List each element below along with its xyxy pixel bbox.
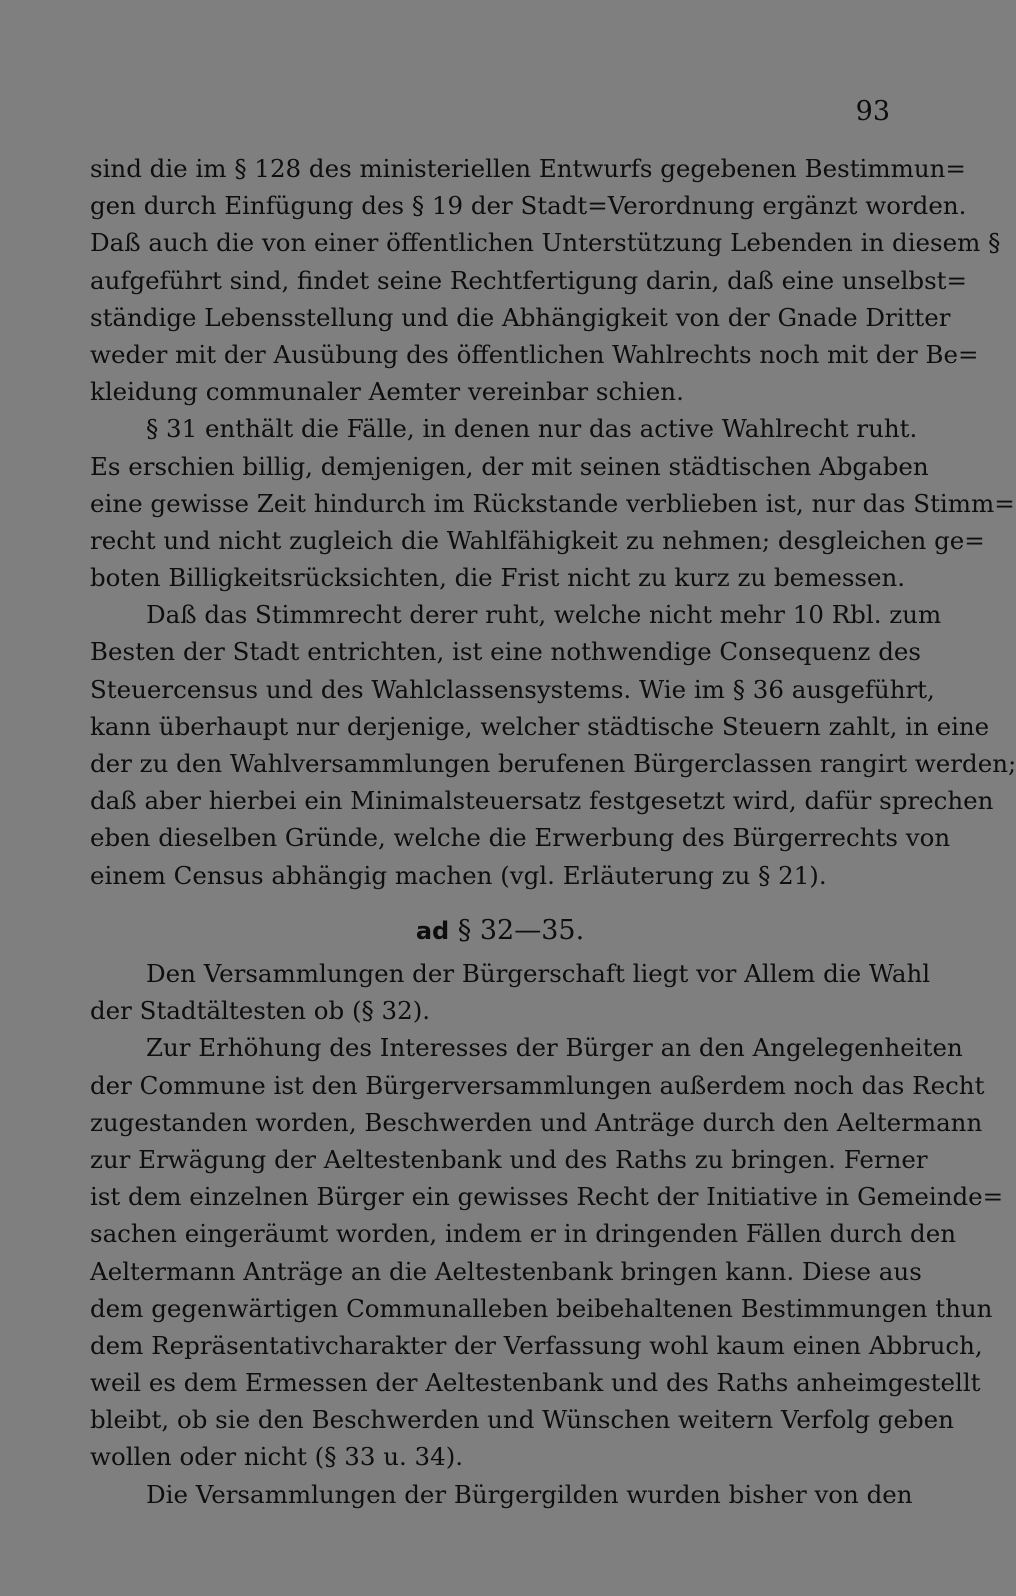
text-line: sachen eingeräumt worden, indem er in dringenden Fällen durch den (90, 1219, 957, 1249)
text-line: § 31 enthält die Fälle, in denen nur das active Wahlrecht ruht. (146, 414, 918, 444)
text-line: recht und nicht zugleich die Wahlfähigkeit zu nehmen; desgleichen ge= (90, 525, 985, 555)
body-text-block-2 (90, 955, 1004, 1513)
text-line: Steuercensus und des Wahlclassensystems. Wie im § 36 ausgeführt, (90, 674, 935, 704)
section-heading (0, 914, 1000, 948)
text-line: gen durch Einfügung des § 19 der Stadt=Verordnung ergänzt worden. (90, 191, 967, 221)
text-line: bleibt, ob sie den Beschwerden und Wünschen weitern Verfolg geben (90, 1405, 954, 1435)
text-line: wollen oder nicht (§ 33 u. 34). (90, 1442, 464, 1472)
text-line: eine gewisse Zeit hindurch im Rückstande verblieben ist, nur das Stimm= (90, 488, 1015, 518)
text-line: Zur Erhöhung des Interesses der Bürger an den Angelegenheiten (146, 1033, 963, 1063)
text-line: Aeltermann Anträge an die Aeltestenbank bringen kann. Diese aus (90, 1256, 922, 1286)
text-line: zugestanden worden, Beschwerden und Anträge durch den Aeltermann (90, 1107, 983, 1137)
text-line: ist dem einzelnen Bürger ein gewisses Recht der Initiative in Gemeinde= (90, 1182, 1004, 1212)
text-line: boten Billigkeitsrücksichten, die Frist nicht zu kurz zu bemessen. (90, 563, 906, 593)
text-line: kleidung communaler Aemter vereinbar schien. (90, 377, 684, 407)
text-line: Es erschien billig, demjenigen, der mit seinen städtischen Abgaben (90, 451, 929, 481)
text-line: eben dieselben Gründe, welche die Erwerbung des Bürgerrechts von (90, 823, 951, 853)
page-number: 93 (855, 96, 890, 127)
text-line: Daß auch die von einer öffentlichen Unterstützung Lebenden in diesem § (90, 228, 1001, 258)
text-line: einem Census abhängig machen (vgl. Erläuterung zu § 21). (90, 860, 827, 890)
text-line: kann überhaupt nur derjenige, welcher städtische Steuern zahlt, in eine (90, 711, 990, 741)
text-line: dem gegenwärtigen Communalleben beibehaltenen Bestimmungen thun (90, 1293, 993, 1323)
text-line: weder mit der Ausübung des öffentlichen Wahlrechts noch mit der Be= (90, 339, 979, 369)
text-line: der zu den Wahlversammlungen berufenen Bürgerclassen rangirt werden; (90, 749, 1016, 778)
body-text-block-1 (90, 150, 1016, 894)
text-line: sind die im § 128 des ministeriellen Entwurfs gegebenen Bestimmun= (90, 154, 966, 183)
text-line: der Stadtältesten ob (§ 32). (90, 996, 431, 1026)
text-line: Die Versammlungen der Bürgergilden wurden bisher von den (146, 1479, 913, 1509)
section-heading-range: § 32—35. (457, 915, 585, 946)
text-line: Den Versammlungen der Bürgerschaft liegt vor Allem die Wahl (146, 959, 931, 988)
text-line: weil es dem Ermessen der Aeltestenbank und des Raths anheimgestellt (90, 1368, 981, 1398)
text-line: Daß das Stimmrecht derer ruht, welche nicht mehr 10 Rbl. zum (146, 600, 942, 630)
text-line: dem Repräsentativcharakter der Verfassung wohl kaum einen Abbruch, (90, 1330, 983, 1360)
text-line: der Commune ist den Bürgerversammlungen außerdem noch das Recht (90, 1070, 985, 1100)
section-heading-prefix: ad (415, 917, 450, 945)
text-line: Besten der Stadt entrichten, ist eine nothwendige Consequenz des (90, 637, 921, 667)
text-line: aufgeführt sind, findet seine Rechtfertigung darin, daß eine unselbst= (90, 265, 968, 295)
text-line: ständige Lebensstellung und die Abhängigkeit von der Gnade Dritter (90, 302, 951, 332)
text-line: zur Erwägung der Aeltestenbank und des Raths zu bringen. Ferner (90, 1144, 928, 1174)
text-line: daß aber hierbei ein Minimalsteuersatz festgesetzt wird, dafür sprechen (90, 786, 994, 816)
